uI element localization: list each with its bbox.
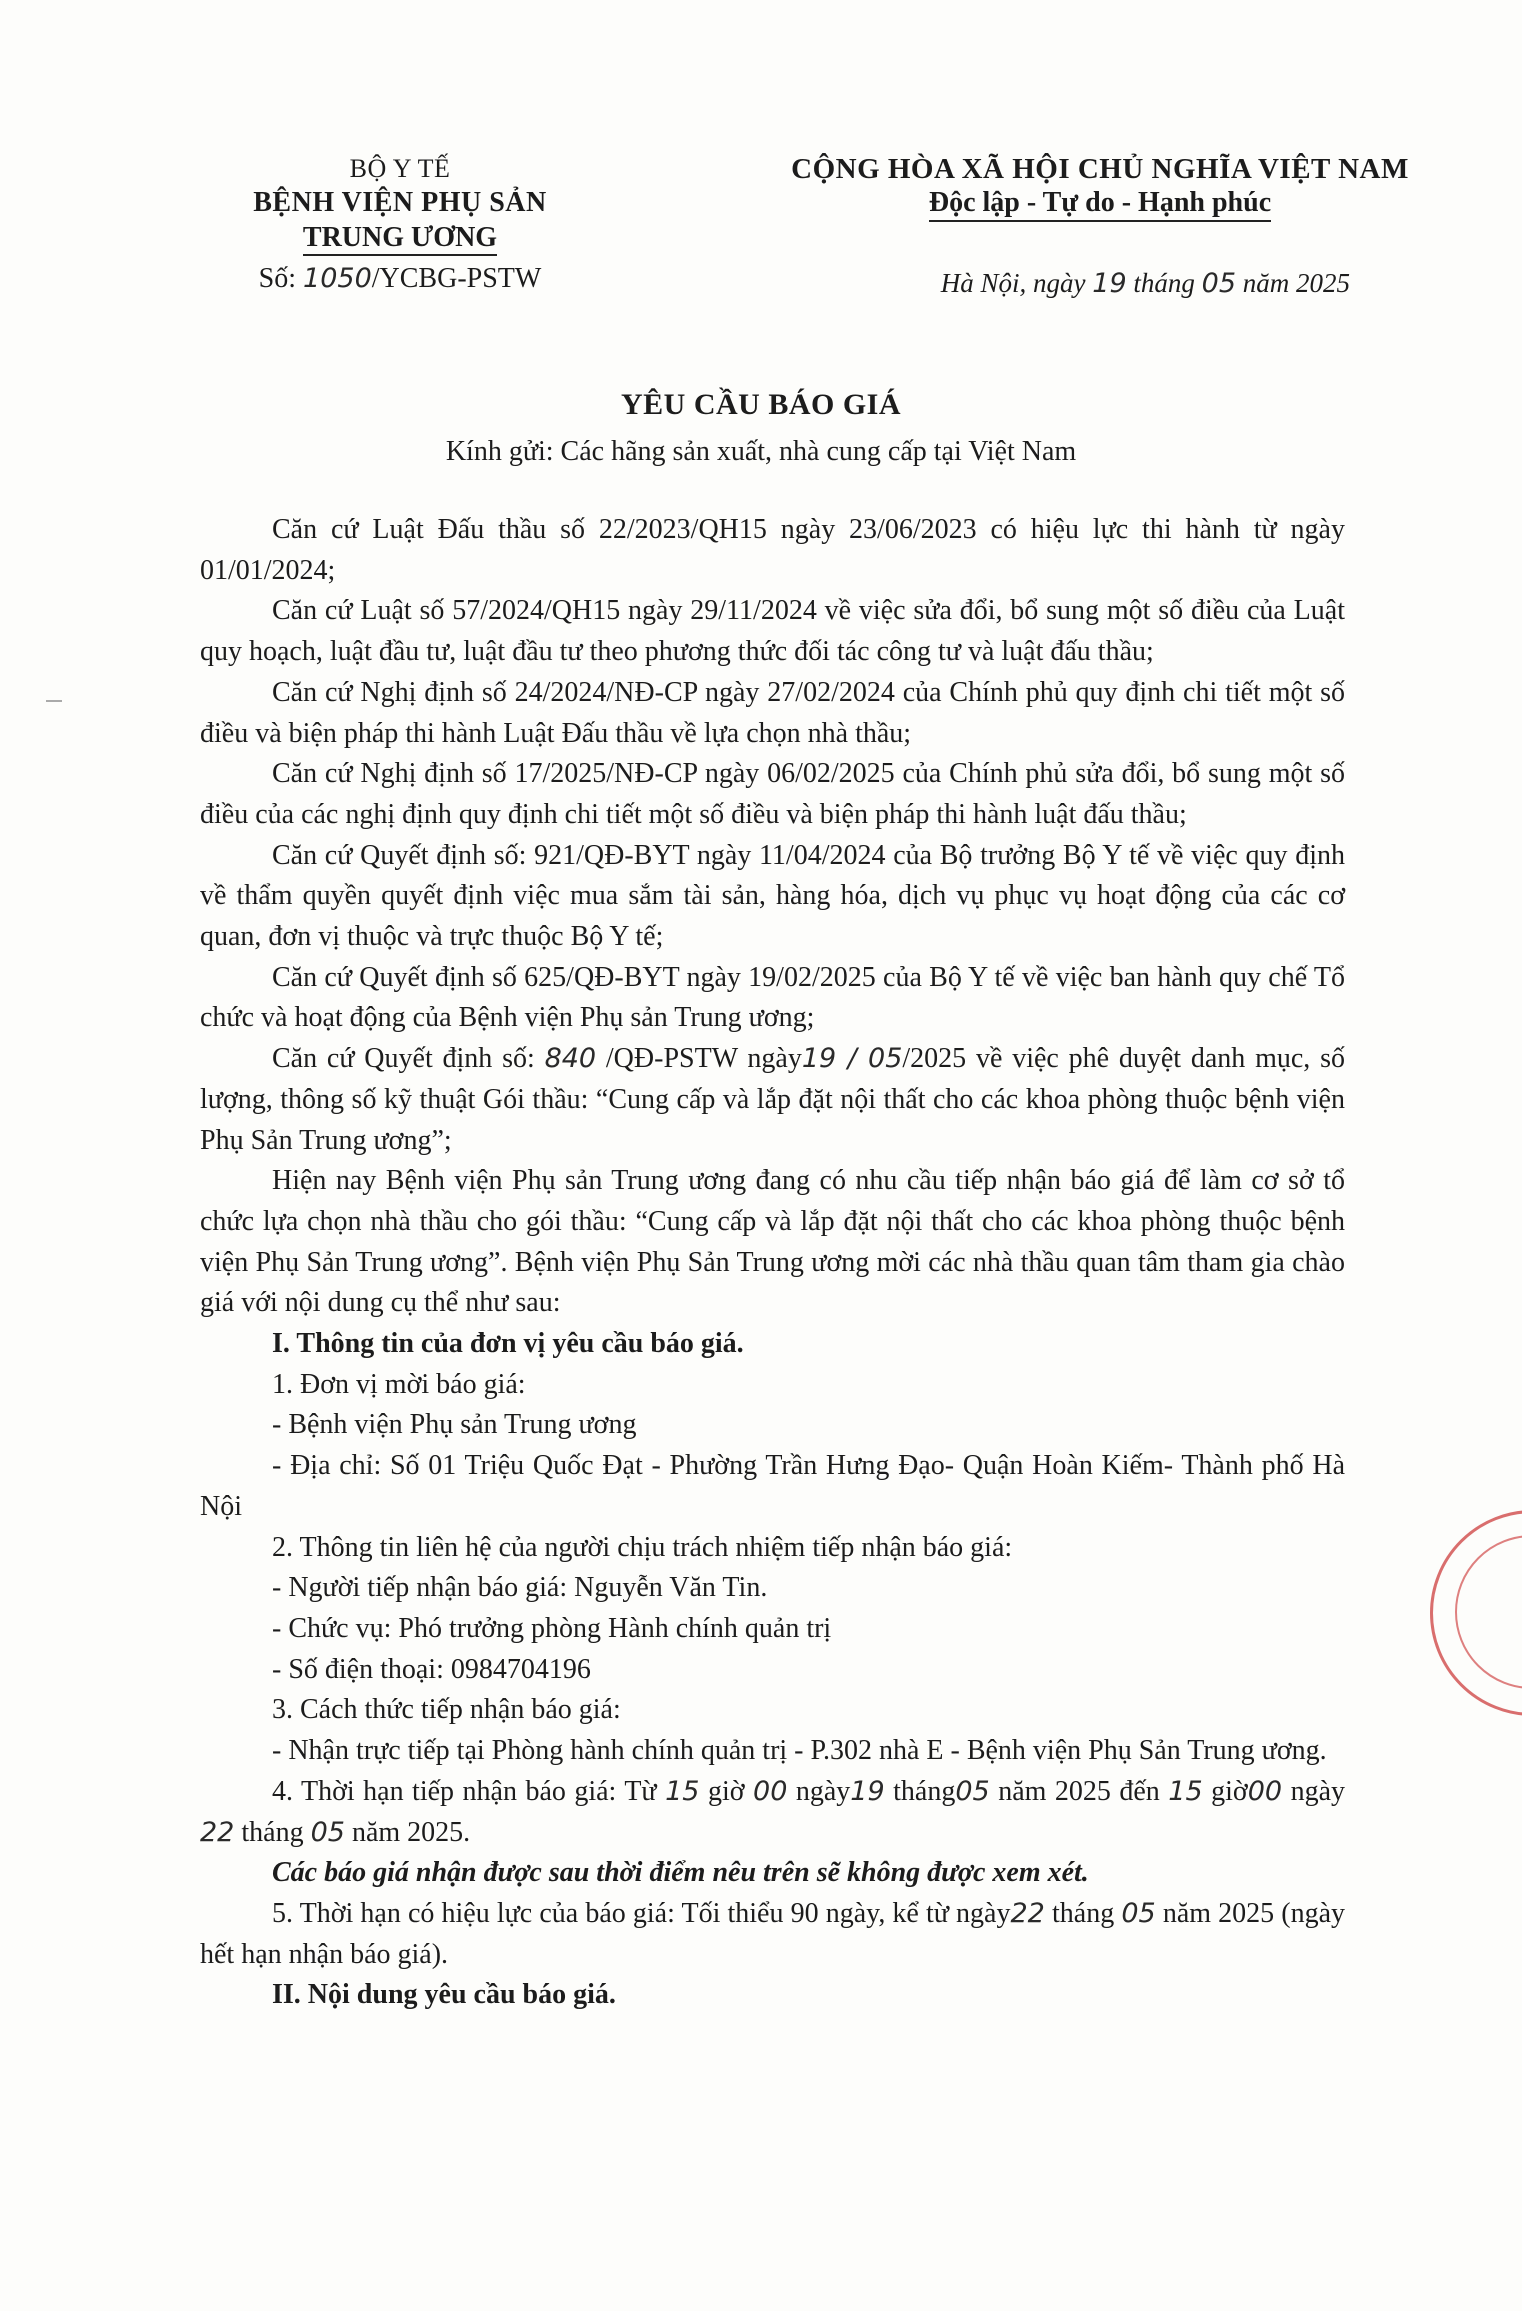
organization-name-line2: TRUNG ƯƠNG [303,222,497,256]
salutation: Kính gửi: Các hãng sản xuất, nhà cung cấp tại Việt Nam [445,436,1077,467]
paragraph-legal-basis-2: Căn cứ Luật số 57/2024/QH15 ngày 29/11/2024 về việc sửa đổi, bổ sung một số điều của Luật quy hoạch, luật đầu tư, luật đầu tư theo phương thức đối tác công tư và luật đấu thầu; [200,595,1345,668]
section-1-item-2: 2. Thông tin liên hệ của người chịu trách nhiệm tiếp nhận báo giá: [272,1531,1013,1563]
paragraph-legal-basis-1: Căn cứ Luật Đấu thầu số 22/2023/QH15 ngày 23/06/2023 có hiệu lực thi hành từ ngày 01/01/2024; [200,514,1345,586]
document-number: Số: 1050/YCBG-PSTW [258,263,542,294]
margin-mark [46,700,62,702]
handwritten-decision-number: 840 [544,1043,597,1075]
document-title: YÊU CẦU BÁO GIÁ [620,388,902,421]
section-1-item-3a: - Nhận trực tiếp tại Phòng hành chính quản trị - P.302 nhà E - Bệnh viện Phụ Sản Trung ương. [272,1735,1327,1767]
section-1-item-1a: - Bệnh viện Phụ sản Trung ương [272,1409,637,1441]
section-1-item-1b: - Địa chỉ: Số 01 Triệu Quốc Đạt - Phường Trần Hưng Đạo- Quận Hoàn Kiếm- Thành phố Hà Nội [200,1450,1345,1522]
section-1-item-5: 5. Thời hạn có hiệu lực của báo giá: Tối thiểu 90 ngày, kể từ ngày22 tháng 05 năm 2025 (ngày hết hạn nhận báo giá). [200,1897,1346,1970]
section-1-heading: I. Thông tin của đơn vị yêu cầu báo giá. [272,1328,744,1360]
paragraph-legal-basis-7: Căn cứ Quyết định số: 840 /QĐ-PSTW ngày19 / 05/2025 về việc phê duyệt danh mục, số lượng, thông số kỹ thuật Gói thầu: “Cung cấp và lắp đặt nội thất cho các khoa phòng thuộc bệnh viện Phụ Sản Trung ương”; [200,1043,1345,1156]
section-1-item-2b: - Chức vụ: Phó trưởng phòng Hành chính quản trị [272,1612,832,1644]
motto: Độc lập - Tự do - Hạnh phúc [929,186,1271,222]
paragraph-legal-basis-5: Căn cứ Quyết định số: 921/QĐ-BYT ngày 11/04/2024 của Bộ trưởng Bộ Y tế về việc quy định về thẩm quyền quyết định việc mua sắm tài sản, hàng hóa, dịch vụ phục vụ hoạt động của các cơ quan, đơn vị thuộc và trực thuộc Bộ Y tế; [200,839,1345,953]
section-2-heading: II. Nội dung yêu cầu báo giá. [272,1979,616,2011]
national-header [770,152,1430,299]
section-1-item-4: 4. Thời hạn tiếp nhận báo giá: Từ 15 giờ 00 ngày19 tháng05 năm 2025 đến 15 giờ00 ngày 22 tháng 05 năm 2025. [200,1775,1346,1848]
paragraph-legal-basis-6: Căn cứ Quyết định số 625/QĐ-BYT ngày 19/02/2025 của Bộ Y tế về việc ban hành quy chế Tổ chức và hoạt động của Bệnh viện Phụ sản Trung ương; [200,961,1345,1034]
organization-name: BỆNH VIỆN PHỤ SẢN [253,187,547,218]
section-1-item-3: 3. Cách thức tiếp nhận báo giá: [272,1694,621,1726]
agency-name: BỘ Y TẾ [349,154,451,183]
section-1-item-2c: - Số điện thoại: 0984704196 [272,1653,591,1685]
document-body [200,510,1345,2016]
section-1-item-2a: - Người tiếp nhận báo giá: Nguyễn Văn Tin. [272,1572,768,1604]
handwritten-decision-date: 19 / 05 [801,1043,903,1075]
paragraph-invitation: Hiện nay Bệnh viện Phụ sản Trung ương đang có nhu cầu tiếp nhận báo giá để làm cơ sở tổ chức lựa chọn nhà thầu cho gói thầu: “Cung cấp và lắp đặt nội thất cho các khoa phòng thuộc bệnh viện Phụ Sản Trung ương”. Bệnh viện Phụ Sản Trung ương mời các nhà thầu quan tâm tham gia chào giá với nội dung cụ thể như sau: [200,1165,1345,1319]
section-1-item-1: 1. Đơn vị mời báo giá: [272,1368,526,1400]
paragraph-legal-basis-4: Căn cứ Nghị định số 17/2025/NĐ-CP ngày 06/02/2025 của Chính phủ sửa đổi, bổ sung một số điều của các nghị định quy định chi tiết một số điều và biện pháp thi hành luật đấu thầu; [200,758,1345,830]
issue-date: Hà Nội, ngày 19 tháng 05 năm 2025 [940,268,1350,299]
paragraph-legal-basis-3: Căn cứ Nghị định số 24/2024/NĐ-CP ngày 27/02/2024 của Chính phủ quy định chi tiết một số điều và biện pháp thi hành Luật Đấu thầu về lựa chọn nhà thầu; [200,676,1345,749]
nation-name: CỘNG HÒA XÃ HỘI CHỦ NGHĨA VIỆT NAM [791,153,1409,185]
handwritten-number: 1050 [303,263,372,294]
issuer-block [200,152,600,296]
handwritten-day: 19 [1092,268,1127,299]
late-submission-notice: Các báo giá nhận được sau thời điểm nêu trên sẽ không được xem xét. [272,1857,1089,1889]
handwritten-month: 05 [1201,268,1236,299]
